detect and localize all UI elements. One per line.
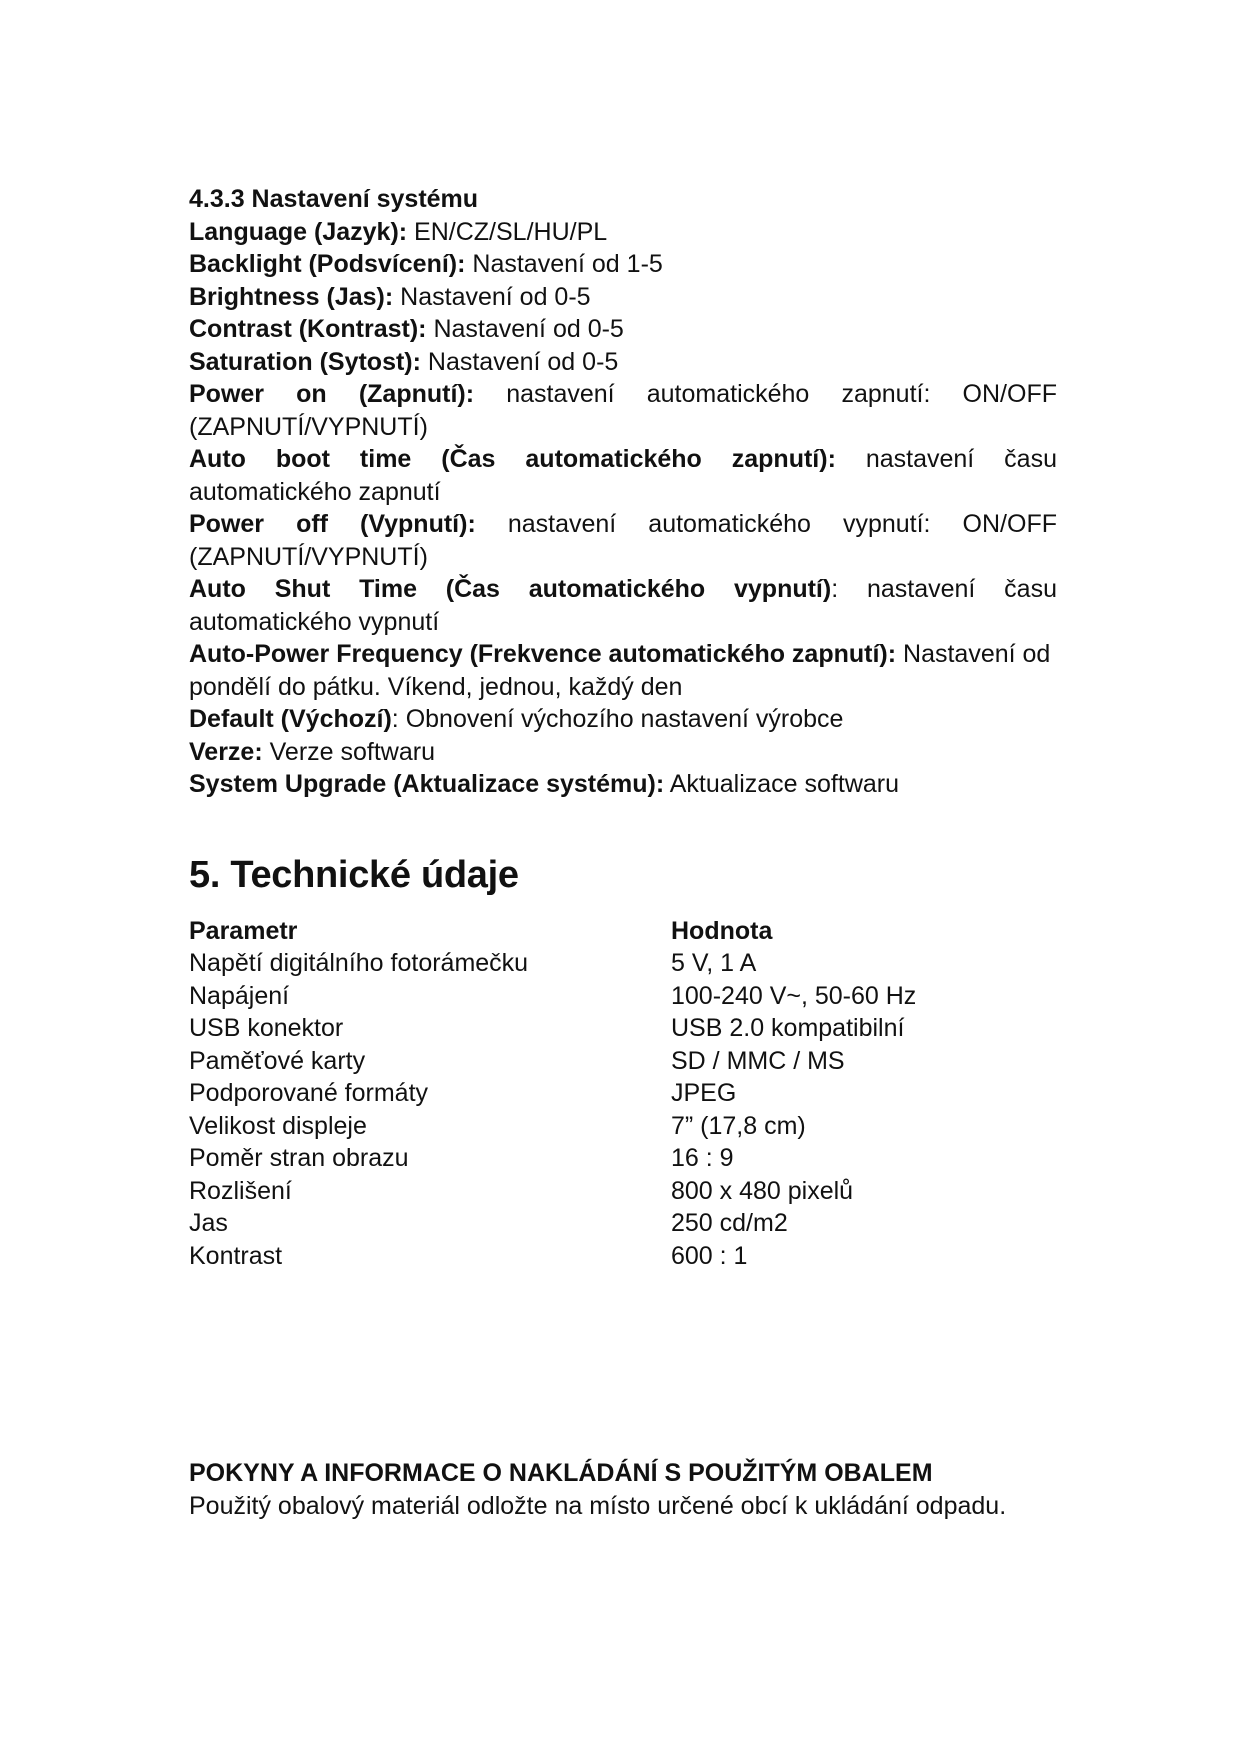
settings-item-auto-boot-time (189, 443, 1057, 508)
settings-item-label: Power off (Vypnutí): (189, 510, 476, 538)
settings-item-language (189, 216, 1057, 249)
section-heading-technical-data: 5. Technické údaje (189, 853, 519, 896)
spec-row (189, 1110, 1057, 1143)
settings-item-text: Aktualizace softwaru (664, 770, 900, 798)
spec-value: 16 : 9 (671, 1144, 734, 1172)
settings-item-text: Nastavení od 0-5 (426, 315, 624, 343)
spec-value: 800 x 480 pixelů (671, 1176, 854, 1205)
spec-param: Paměťové karty (189, 1046, 366, 1075)
settings-item-default (189, 703, 1057, 736)
spec-param: USB konektor (189, 1014, 344, 1042)
spec-param: Jas (189, 1209, 228, 1237)
settings-item-label: System Upgrade (Aktualizace systému): (189, 770, 665, 798)
settings-item-power-off (189, 508, 1057, 573)
spec-param: Velikost displeje (189, 1111, 367, 1140)
settings-item-label: Verze: (189, 737, 263, 766)
spec-row (189, 1240, 1057, 1273)
settings-item-label: Auto boot time (Čas automatického zapnutí): (189, 445, 836, 473)
spec-table-header (189, 915, 1057, 948)
spec-row (189, 1207, 1057, 1240)
spec-value: SD / MMC / MS (671, 1046, 845, 1075)
spec-param: Podporované formáty (189, 1079, 429, 1107)
spec-header-param: Parametr (189, 916, 298, 945)
settings-item-power-on (189, 378, 1057, 443)
settings-item-version (189, 736, 1057, 769)
settings-item-label: Backlight (Podsvícení): (189, 250, 466, 278)
settings-item-label: Auto Shut Time (Čas automatického vypnutí) (189, 575, 832, 603)
settings-item-backlight (189, 248, 1057, 281)
spec-row (189, 1012, 1057, 1045)
spec-value: 100-240 V~, 50-60 Hz (671, 981, 917, 1010)
settings-item-system-upgrade (189, 768, 1057, 801)
settings-item-text: : Obnovení výchozího nastavení výrobce (391, 705, 844, 733)
spec-table (189, 915, 1057, 1273)
settings-item-label: Contrast (Kontrast): (189, 315, 427, 343)
spec-value: 600 : 1 (671, 1241, 748, 1270)
settings-item-label: Language (Jazyk): (189, 217, 408, 246)
settings-item-label: Saturation (Sytost): (189, 347, 421, 376)
settings-list (189, 216, 1057, 801)
settings-item-label: Power on (Zapnutí): (189, 380, 475, 408)
spec-value: JPEG (671, 1079, 737, 1107)
spec-row (189, 947, 1057, 980)
settings-item-label: Brightness (Jas): (189, 282, 394, 311)
spec-row (189, 1175, 1057, 1208)
spec-row (189, 1077, 1057, 1110)
settings-item-contrast (189, 313, 1057, 346)
settings-item-label: Auto-Power Frequency (Frekvence automatického zapnutí): (189, 640, 897, 668)
spec-param: Kontrast (189, 1241, 283, 1270)
settings-item-auto-power-frequency (189, 638, 1057, 703)
packaging-heading: POKYNY A INFORMACE O NAKLÁDÁNÍ S POUŽITÝM OBALEM (189, 1459, 933, 1487)
spec-param: Rozlišení (189, 1176, 292, 1205)
settings-item-saturation (189, 346, 1057, 379)
spec-value: 5 V, 1 A (671, 949, 757, 977)
packaging-section (189, 1457, 1057, 1522)
settings-item-auto-shut-time (189, 573, 1057, 638)
spec-row (189, 1142, 1057, 1175)
settings-item-brightness (189, 281, 1057, 314)
settings-item-text: Nastavení od pondělí do pátku. Víkend, jednou, každý den (189, 640, 1051, 701)
spec-param: Napětí digitálního fotorámečku (189, 949, 529, 977)
spec-row (189, 1045, 1057, 1078)
spec-param: Napájení (189, 981, 290, 1010)
spec-value: 7” (17,8 cm) (671, 1111, 806, 1140)
spec-row (189, 980, 1057, 1013)
settings-item-text: : nastavení času automatického vypnutí (189, 575, 1057, 636)
packaging-text: Použitý obalový materiál odložte na místo určené obcí k ukládání odpadu. (189, 1491, 1007, 1520)
settings-item-text: nastavení automatického zapnutí: ON/OFF (ZAPNUTÍ/VYPNUTÍ) (189, 380, 1057, 441)
section-heading-system-settings: 4.3.3 Nastavení systému (189, 185, 479, 213)
spec-value: USB 2.0 kompatibilní (671, 1014, 905, 1042)
settings-item-text: Nastavení od 0-5 (420, 347, 619, 376)
settings-item-text: EN/CZ/SL/HU/PL (407, 217, 608, 246)
spec-value: 250 cd/m2 (671, 1209, 788, 1237)
settings-item-label: Default (Výchozí) (189, 705, 392, 733)
spec-header-value: Hodnota (671, 916, 773, 945)
settings-item-text: nastavení automatického vypnutí: ON/OFF (ZAPNUTÍ/VYPNUTÍ) (189, 510, 1057, 571)
settings-item-text: Nastavení od 1-5 (465, 250, 663, 278)
settings-item-text: Nastavení od 0-5 (393, 282, 591, 311)
manual-content (189, 183, 1057, 1272)
spec-param: Poměr stran obrazu (189, 1144, 409, 1172)
settings-item-text: Verze softwaru (262, 737, 435, 766)
settings-item-text: nastavení času automatického zapnutí (189, 445, 1057, 506)
